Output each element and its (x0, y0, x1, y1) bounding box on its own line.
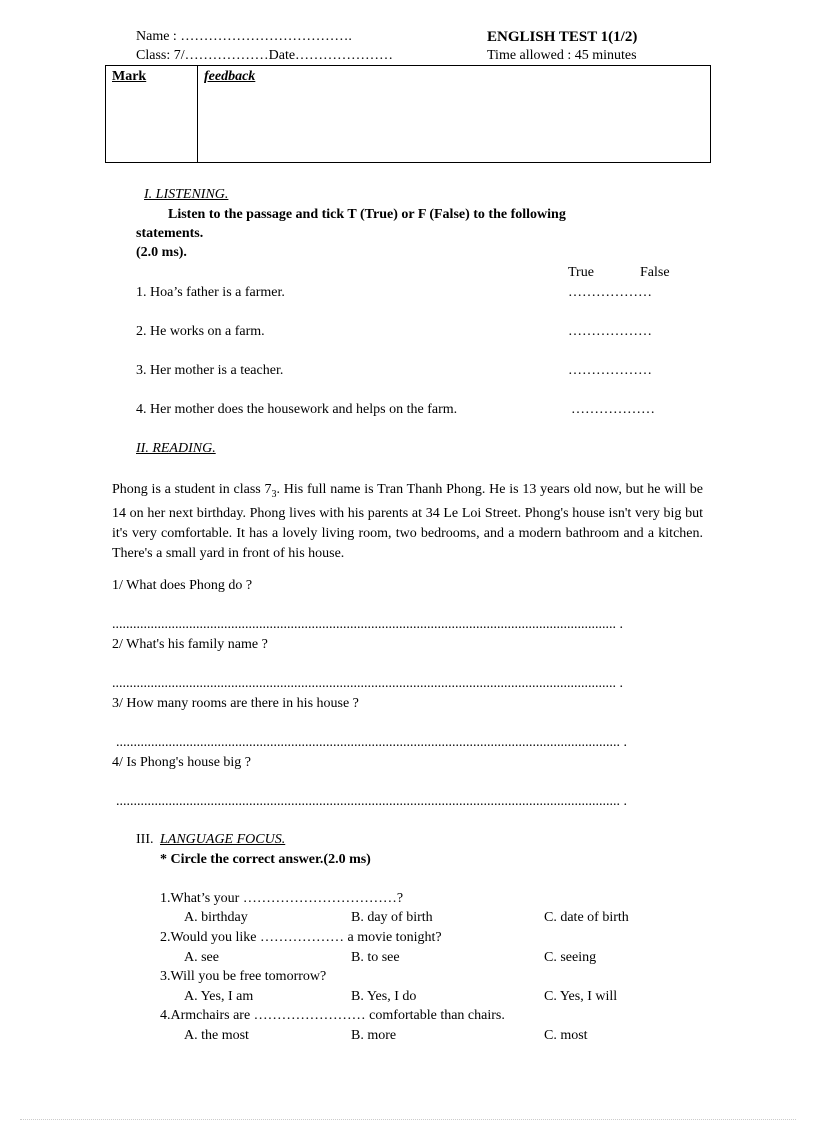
reading-passage: Phong is a student in class $7_3$. His full name is Tran Thanh Phong. He is 13 years old now, but he will be 14 on her next birthday. Phong lives with his parents at 34 Le Loi Street. Phong's house isn't very big but it's very comfortable. It has a lovely living room, two bedrooms, and a modern bathroom and a kitchen. There's a small yard in front of his house. (112, 482, 703, 561)
mc-option-b[interactable]: B. more (351, 1028, 397, 1043)
mc-option-c[interactable]: C. date of birth (544, 910, 629, 925)
listening-heading: I. LISTENING. (144, 187, 229, 202)
time-allowed: Time allowed : 45 minutes (487, 48, 637, 63)
mark-label: Mark (112, 69, 147, 84)
listening-statement: 2. He works on a farm. (136, 324, 265, 339)
mc-option-a[interactable]: A. see (184, 950, 219, 965)
page-bottom-border (20, 1119, 796, 1120)
score-feedback-table (105, 65, 711, 163)
listening-answer-blank[interactable]: ……………… (571, 402, 655, 417)
class-date-field-line[interactable]: Class: 7/………………Date………………… (136, 48, 394, 63)
listening-statement: 4. Her mother does the housework and helps on the farm. (136, 402, 458, 417)
mc-option-c[interactable]: C. seeing (544, 950, 597, 965)
false-column-header: False (640, 265, 670, 280)
mc-question: 4.Armchairs are …………………… comfortable than chairs. (160, 1008, 505, 1023)
feedback-label: feedback (204, 69, 256, 84)
mc-option-c[interactable]: C. most (544, 1028, 588, 1043)
reading-question: 1/ What does Phong do ? (112, 578, 253, 593)
reading-question: 3/ How many rooms are there in his house ? (112, 696, 359, 711)
listening-instruction-line2: statements. (136, 226, 204, 241)
mc-option-c[interactable]: C. Yes, I will (544, 989, 618, 1004)
reading-heading: II. READING. (136, 441, 216, 456)
listening-statement: 3. Her mother is a teacher. (136, 363, 284, 378)
listening-instruction-line1: Listen to the passage and tick T (True) or F (False) to the following (168, 207, 566, 222)
mc-option-b[interactable]: B. to see (351, 950, 400, 965)
mc-question: 1.What’s your ……………………………? (160, 891, 404, 906)
listening-answer-blank[interactable]: ……………… (568, 363, 652, 378)
answer-line[interactable]: ................................................................................................................................................ . (116, 735, 627, 750)
listening-answer-blank[interactable]: ……………… (568, 285, 652, 300)
reading-question: 4/ Is Phong's house big ? (112, 755, 252, 770)
mc-option-b[interactable]: B. day of birth (351, 910, 433, 925)
listening-marks: (2.0 ms). (136, 245, 187, 260)
mc-option-a[interactable]: A. the most (184, 1028, 249, 1043)
true-column-header: True (568, 265, 594, 280)
language-focus-instruction: * Circle the correct answer.(2.0 ms) (160, 852, 371, 867)
test-title: ENGLISH TEST 1(1/2) (487, 29, 638, 45)
answer-line[interactable]: ................................................................................................................................................ . (116, 794, 627, 809)
mc-question: 3.Will you be free tomorrow? (160, 969, 327, 984)
mc-question: 2.Would you like ……………… a movie tonight? (160, 930, 442, 945)
language-focus-heading: LANGUAGE FOCUS. (160, 832, 286, 847)
table-divider (197, 66, 198, 162)
name-field-line[interactable]: Name : ………………………………. (136, 29, 352, 44)
reading-question: 2/ What's his family name ? (112, 637, 268, 652)
mc-option-a[interactable]: A. birthday (184, 910, 248, 925)
answer-line[interactable]: ................................................................................................................................................ . (112, 676, 623, 691)
answer-line[interactable]: ................................................................................................................................................ . (112, 617, 623, 632)
listening-answer-blank[interactable]: ……………… (568, 324, 652, 339)
listening-statement: 1. Hoa’s father is a farmer. (136, 285, 285, 300)
mc-option-a[interactable]: A. Yes, I am (184, 989, 254, 1004)
mc-option-b[interactable]: B. Yes, I do (351, 989, 417, 1004)
language-focus-numeral: III. (136, 832, 154, 847)
